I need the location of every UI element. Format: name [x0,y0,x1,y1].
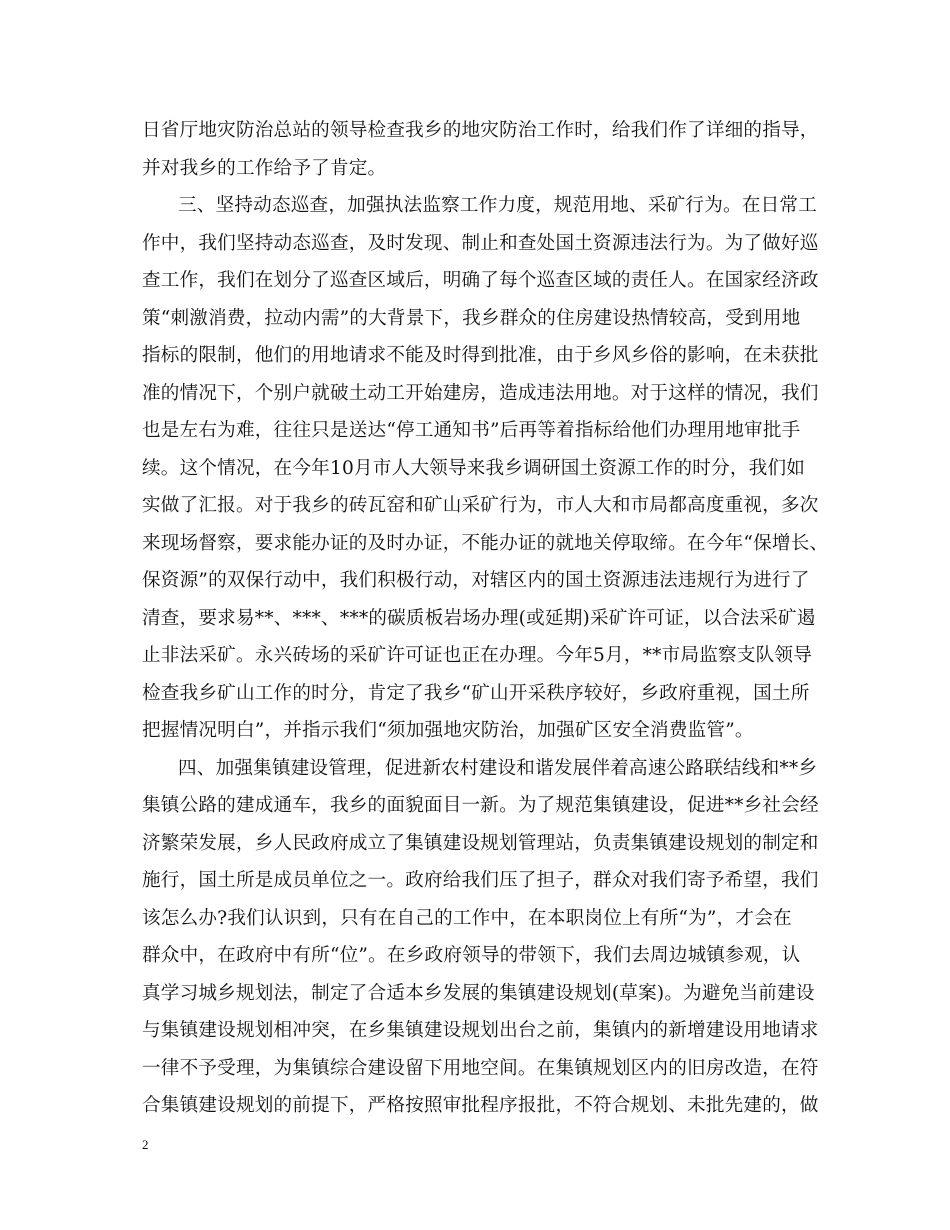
page-number: 2 [142,1137,149,1152]
body-text-line: 来现场督察，要求能办证的及时办证，不能办证的就地关停取缔。在今年“保增长、 [142,533,829,554]
body-text-line: 止非法采矿。永兴砖场的采矿许可证也正在办理。今年5月，**市局监察支队领导 [142,645,813,666]
body-text-line: 施行，国土所是成员单位之一。政府给我们压了担子，群众对我们寄予希望，我们 [142,870,819,891]
body-text-line: 查工作，我们在划分了巡查区域后，明确了每个巡查区域的责任人。在国家经济政 [142,270,819,291]
body-text-line: 作中，我们坚持动态巡查，及时发现、制止和查处国土资源违法行为。为了做好巡 [142,233,819,254]
body-text-line: 清查，要求易**、***、***的碳质板岩场办理(或延期)采矿许可证，以合法采矿遏 [142,608,816,629]
body-text-line: 日省厅地灾防治总站的领导检查我乡的地灾防治工作时，给我们作了详细的指导， [142,120,819,141]
body-text-line: 续。这个情况，在今年10月市人大领导来我乡调研国土资源工作的时分，我们如 [142,458,806,479]
body-text-line: 把握情况明白”，并指示我们“须加强地灾防治，加强矿区安全消费监管”。 [142,720,754,741]
body-text-line: 指标的限制，他们的用地请求不能及时得到批准，由于乡风乡俗的影响，在未获批 [142,345,819,366]
body-text-line: 准的情况下，个别户就破土动工开始建房，造成违法用地。对于这样的情况，我们 [142,383,819,404]
body-text-line: 检查我乡矿山工作的时分，肯定了我乡“矿山开采秩序较好，乡政府重视，国土所 [142,683,810,704]
body-text-line: 合集镇建设规划的前提下，严格按照审批程序报批，不符合规划、未批先建的，做 [142,1095,819,1116]
body-text-line: 集镇公路的建成通车，我乡的面貌面目一新。为了规范集镇建设，促进**乡社会经 [142,795,819,816]
body-text-line: 策“刺激消费，拉动内需”的大背景下，我乡群众的住房建设热情较高，受到用地 [142,308,801,329]
body-text-line: 济繁荣发展，乡人民政府成立了集镇建设规划管理站，负责集镇建设规划的制定和 [142,833,819,854]
body-text-line: 保资源”的双保行动中，我们积极行动，对辖区内的国土资源违法违规行为进行了 [142,570,810,591]
body-text-line: 群众中，在政府中有所“位”。在乡政府领导的带领下，我们去周边城镇参观，认 [142,945,801,966]
body-text-line: 实做了汇报。对于我乡的砖瓦窑和矿山采矿行为，市人大和市局都高度重视，多次 [142,495,819,516]
body-text-line: 也是左右为难，往往只是送达“停工通知书”后再等着指标给他们办理用地审批手 [142,420,801,441]
section-heading-line: 四、加强集镇建设管理，促进新农村建设和谐发展伴着高速公路联结线和**乡 [178,758,818,779]
body-text-line: 一律不予受理，为集镇综合建设留下用地空间。在集镇规划区内的旧房改造，在符 [142,1058,819,1079]
body-text-line: 并对我乡的工作给予了肯定。 [142,158,387,179]
body-text-line: 该怎么办?我们认识到，只有在自己的工作中，在本职岗位上有所“为”，才会在 [142,908,792,929]
section-heading-line: 三、坚持动态巡查，加强执法监察工作力度，规范用地、采矿行为。在日常工 [178,195,817,216]
body-text-line: 与集镇建设规划相冲突，在乡集镇建设规划出台之前，集镇内的新增建设用地请求 [142,1020,819,1041]
body-text-line: 真学习城乡规划法，制定了合适本乡发展的集镇建设规划(草案)。为避免当前建设 [142,983,815,1004]
